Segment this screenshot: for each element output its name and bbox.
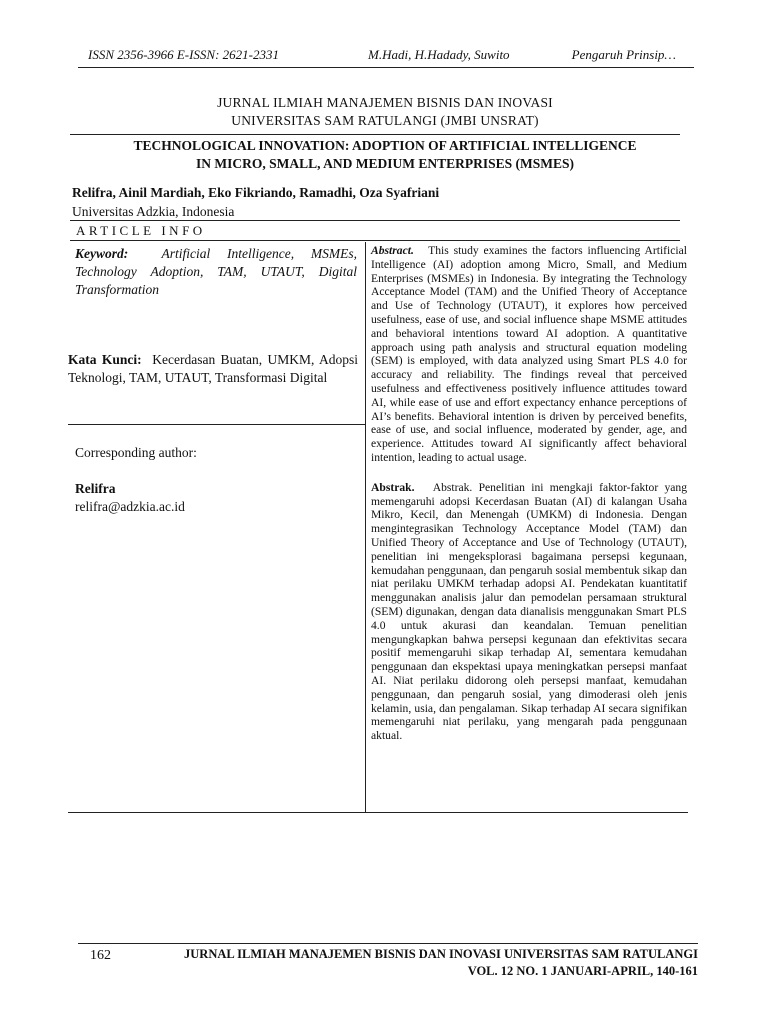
- paper-title: [70, 137, 700, 173]
- paper-title-line2: IN MICRO, SMALL, AND MEDIUM ENTERPRISES (MSMES): [195, 156, 575, 171]
- abstract-id: [371, 481, 687, 743]
- abstract-id-text: Abstrak. Penelitian ini mengkaji faktor-faktor yang memengaruhi adopsi Kecerdasan Buatan (AI) di kalangan Usaha Mikro, Kecil, dan Menengah (UMKM) di Indonesia. Dengan mengintegrasikan Technology Acceptance Model (TAM) dan Unified Theory of Acceptance and Use of Technology (UTAUT), penelitian ini mengeksplorasi bagaimana persepsi kegunaan, kemudahan penggunaan, dan pengaruh sosial membentuk sikap dan niat perilaku UMKM terhadap adopsi AI. Pendekatan kuantitatif menggunakan analisis jalur dan pemodelan persamaan struktural (SEM) digunakan, dengan data dianalisis menggunakan Smart PLS 4.0 untuk akurasi dan keandalan. Temuan penelitian mengungkapkan bahwa persepsi kegunaan dan efektivitas secara positif memengaruhi sikap terhadap AI, sementara kemudahan penggunaan dan ekspektasi upaya meningkatkan persepsi manfaat AI. Niat perilaku didorong oleh persepsi manfaat, kemudahan penggunaan, dan pengaruh sosial, yang dimoderasi oleh jenis kelamin, usia, dan pengalaman. Sikap terhadap AI secara signifikan memengaruhi niat perilaku, yang mengarah pada penggunaan aktual.: [371, 480, 687, 743]
- page-number: 162: [90, 948, 111, 963]
- keywords-label: Keyword:: [75, 246, 129, 261]
- abstract-column: [371, 244, 687, 743]
- info-section-bottom-rule: [68, 812, 688, 813]
- affiliation: Universitas Adzkia, Indonesia: [72, 204, 235, 219]
- abstract-id-label: Abstrak.: [371, 480, 415, 494]
- footer-journal-name: JURNAL ILMIAH MANAJEMEN BISNIS DAN INOVASI UNIVERSITAS SAM RATULANGI: [184, 947, 698, 961]
- article-info-bar: [70, 220, 680, 241]
- keywords-text: Artificial Intelligence, MSMEs, Technology Adoption, TAM, UTAUT, Digital Transformation: [75, 246, 357, 297]
- corresponding-label: Corresponding author:: [75, 445, 197, 460]
- footer-divider: [78, 943, 698, 944]
- journal-name-line2: UNIVERSITAS SAM RATULANGI (JMBI UNSRAT): [231, 113, 539, 128]
- abstract-en: [371, 244, 687, 465]
- issn-text: ISSN 2356-3966 E-ISSN: 2621-2331: [88, 47, 280, 62]
- keywords-block: [75, 245, 357, 299]
- running-head-authors: M.Hadi, H.Hadady, Suwito: [368, 47, 510, 62]
- title-divider: [70, 134, 680, 135]
- kata-kunci-label: Kata Kunci:: [68, 352, 142, 367]
- kata-kunci-text: Kecerdasan Buatan, UMKM, Adopsi Teknologi, TAM, UTAUT, Transformasi Digital: [68, 352, 358, 385]
- running-head: [78, 45, 694, 68]
- corresponding-name: Relifra: [75, 481, 116, 496]
- journal-name: [70, 94, 700, 130]
- footer-volume: VOL. 12 NO. 1 JANUARI-APRIL, 140-161: [467, 964, 698, 978]
- author-list: Relifra, Ainil Mardiah, Eko Fikriando, Ramadhi, Oza Syafriani: [72, 185, 440, 200]
- corresponding-email[interactable]: relifra@adzkia.ac.id: [75, 499, 185, 514]
- running-head-title: Pengaruh Prinsip…: [571, 47, 676, 62]
- abstract-en-text: This study examines the factors influencing Artificial Intelligence (AI) adoption among Micro, Small, and Medium Enterprises (MSMEs) in Indonesia. By integrating the Technology Acceptance Model (TAM) and the Unified Theory of Acceptance and Use of Technology (UTAUT), it explores how perceived usefulness, ease of use, and social influence shape MSME attitudes and behavioral intentions toward AI adoption. A quantitative approach using path analysis and structural equation modeling (SEM) is employed, with data analyzed using Smart PLS 4.0 for accuracy and reliability. The findings reveal that perceived usefulness and effectiveness positively influence attitudes toward AI, while ease of use and effort expectancy enhance perceptions of AI’s benefits. Behavioral intention is driven by perceived benefits, ease of use, and social influence, moderated by gender, age, and experience. Attitudes toward AI significantly affect behavioral intention, leading to actual usage.: [371, 244, 687, 464]
- abstract-en-label: Abstract.: [371, 244, 414, 257]
- paper-title-line1: TECHNOLOGICAL INNOVATION: ADOPTION OF ARTIFICIAL INTELLIGENCE: [133, 138, 637, 153]
- left-column: [68, 242, 366, 812]
- article-info-label: ARTICLE INFO: [76, 223, 206, 238]
- kata-kunci-block: [68, 351, 358, 387]
- journal-name-line1: JURNAL ILMIAH MANAJEMEN BISNIS DAN INOVASI: [217, 95, 553, 110]
- corresponding-divider: [68, 424, 365, 425]
